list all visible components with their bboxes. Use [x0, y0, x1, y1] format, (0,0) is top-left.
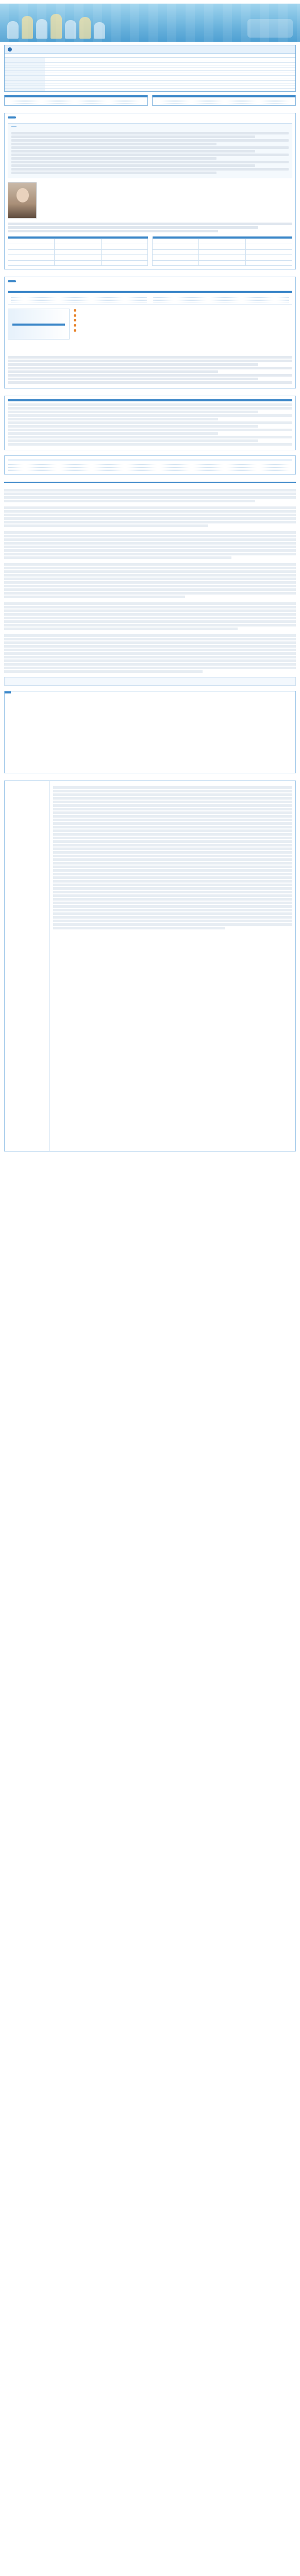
sub-bullets-left-title [8, 344, 146, 345]
schedule-right [150, 293, 292, 304]
section-2 [4, 277, 296, 388]
text-line [4, 506, 296, 509]
table-cell [245, 244, 292, 250]
text-line [53, 920, 292, 922]
table-cell [153, 255, 199, 261]
text-line [4, 585, 296, 587]
text-line [53, 826, 292, 828]
profile-photo [8, 182, 37, 218]
section-1-title [8, 116, 16, 118]
table-cell [8, 255, 55, 261]
text-line [4, 578, 296, 580]
table-cell [101, 244, 147, 250]
text-line [53, 793, 292, 796]
table-cell [199, 260, 245, 266]
schedule-rows [8, 293, 292, 304]
text-line [53, 869, 292, 872]
text-line [8, 223, 292, 225]
section-1 [4, 113, 296, 269]
text-line [53, 837, 292, 839]
text-line [4, 659, 296, 662]
table-row [8, 244, 148, 250]
text-line [8, 414, 292, 417]
schedule-left [8, 293, 150, 304]
text-line [4, 641, 296, 644]
text-line [53, 804, 292, 807]
table-cell [8, 260, 55, 266]
bullet-icon [8, 47, 12, 52]
text-line [4, 542, 296, 545]
table-row [153, 239, 292, 244]
table-cell [8, 239, 55, 244]
table-cell [8, 249, 55, 255]
text-line [53, 923, 292, 926]
table-right [152, 236, 292, 266]
sub-bullets-right-title [154, 344, 292, 345]
text-line [4, 521, 296, 523]
table-cell [199, 249, 245, 255]
section-1-tables [8, 236, 292, 266]
table-row [153, 249, 292, 255]
text-line [8, 367, 292, 369]
text-line [8, 360, 292, 362]
right-box-body [153, 97, 295, 105]
text-line [8, 374, 292, 377]
paragraph [4, 602, 296, 630]
schedule-item [11, 301, 147, 302]
text-line [4, 620, 296, 623]
quote-box [4, 677, 296, 686]
text-line [4, 596, 185, 598]
text-block [8, 223, 292, 232]
dot-icon [74, 324, 76, 327]
timeline-item [74, 324, 292, 329]
text-line [11, 135, 255, 138]
qna-box [4, 396, 296, 450]
text-line [53, 927, 225, 929]
text-line [4, 606, 296, 608]
text-line [4, 496, 296, 499]
text-line [53, 855, 292, 857]
text-line [4, 592, 296, 595]
text-line [4, 602, 296, 605]
text-line [53, 858, 292, 861]
faq-row [8, 469, 292, 471]
text-line [8, 381, 292, 384]
table-cell [8, 244, 55, 250]
table-cell [55, 239, 101, 244]
divider [4, 482, 296, 483]
table-row [8, 249, 148, 255]
table-cell [101, 260, 147, 266]
text-line [4, 570, 296, 573]
person-figure [94, 22, 105, 39]
profile-row [8, 182, 292, 218]
text-line [4, 563, 296, 566]
sub-bullets-left [8, 344, 146, 352]
text-line [8, 436, 292, 438]
contact-box [4, 691, 296, 773]
dot-icon [74, 319, 76, 321]
text-line [4, 556, 231, 559]
text-line [53, 898, 292, 901]
info-card-header [5, 45, 295, 54]
text-line [4, 524, 208, 527]
text-line [4, 574, 296, 577]
text-line [11, 164, 255, 167]
table-cell [199, 244, 245, 250]
text-line [11, 132, 289, 134]
table-cell [245, 249, 292, 255]
section-5 [4, 781, 296, 1151]
text-line [8, 370, 218, 373]
text-line [53, 848, 292, 850]
text-line [53, 880, 292, 883]
text-line [11, 146, 289, 149]
text-line [4, 652, 296, 655]
text-line [4, 656, 296, 658]
text-line [53, 866, 292, 868]
text-block [11, 132, 289, 174]
text-line [8, 429, 292, 431]
section-5-content [50, 781, 295, 1151]
person-figure [79, 17, 91, 39]
text-line [4, 634, 296, 637]
text-line [4, 624, 296, 626]
text-line [4, 500, 255, 502]
text-line [53, 808, 292, 810]
text-line [4, 613, 296, 616]
text-line [53, 844, 292, 846]
text-line [4, 514, 296, 516]
table-cell [153, 260, 199, 266]
paragraph [4, 531, 296, 559]
table-row [153, 244, 292, 250]
text-block [8, 356, 292, 384]
text-line [53, 786, 292, 789]
paragraph [4, 506, 296, 527]
text-line [4, 493, 296, 495]
section-2-body [5, 284, 295, 388]
person-figure [51, 14, 62, 39]
person-figure [36, 19, 47, 39]
section-1-body [5, 120, 295, 269]
text-line [53, 902, 292, 904]
paragraph [4, 489, 296, 502]
text-line [8, 407, 292, 410]
text-line [53, 873, 292, 875]
text-line [53, 884, 292, 886]
timeline-bar [12, 324, 65, 326]
timeline-item [74, 314, 292, 319]
section-5-label [5, 781, 50, 1151]
text-line [11, 157, 216, 160]
text-line [4, 489, 296, 492]
text-line [8, 403, 292, 406]
text-line [53, 891, 292, 893]
left-box-body [5, 97, 147, 105]
text-line [53, 790, 292, 792]
left-box-row [8, 102, 144, 104]
dot-icon [74, 329, 76, 332]
timeline-item [74, 329, 292, 334]
text-line [8, 443, 292, 446]
text-line [4, 670, 203, 673]
text-line [4, 617, 296, 619]
table-row [8, 239, 148, 244]
text-line [11, 154, 289, 156]
text-line [53, 916, 292, 919]
text-line [11, 172, 216, 174]
text-line [11, 161, 289, 163]
text-line [53, 819, 292, 821]
table-cell [101, 249, 147, 255]
table-cell [101, 239, 147, 244]
table-cell [245, 239, 292, 244]
schedule-box [8, 291, 292, 304]
left-box [4, 95, 148, 106]
qna-question [8, 399, 292, 401]
info-row [5, 89, 295, 91]
timeline [8, 309, 292, 340]
schedule-item [153, 301, 289, 302]
table-cell [153, 239, 199, 244]
text-line [4, 546, 296, 548]
text-line [53, 811, 292, 814]
text-line [53, 909, 292, 911]
section-1-callout [8, 123, 292, 178]
text-line [11, 168, 289, 171]
top-bar [0, 0, 300, 4]
table-cell [199, 255, 245, 261]
person-figure [7, 21, 19, 39]
person-figure [22, 16, 33, 39]
text-line [11, 139, 289, 142]
info-value [45, 89, 295, 91]
text-line [4, 510, 296, 513]
table-row [8, 255, 148, 261]
info-key [5, 89, 45, 91]
info-card-meta [5, 54, 295, 58]
text-line [4, 588, 296, 591]
text-line [4, 609, 296, 612]
text-line [8, 421, 292, 424]
dot-icon [74, 309, 76, 312]
text-line [4, 628, 238, 630]
text-line [4, 549, 296, 552]
table-row [8, 260, 148, 266]
info-card [4, 45, 296, 92]
text-line [53, 797, 292, 800]
text-line [53, 829, 292, 832]
text-line [8, 378, 258, 380]
section-2-title [8, 280, 16, 282]
person-figure [65, 20, 76, 39]
table-cell [245, 255, 292, 261]
text-line [4, 667, 296, 669]
text-line [8, 226, 258, 229]
summary-boxes [4, 95, 296, 106]
sub-bullets-right [154, 344, 292, 352]
table-left [8, 236, 148, 266]
text-line [8, 418, 218, 420]
paragraph [4, 563, 296, 598]
text-block [8, 403, 292, 446]
text-line [4, 538, 296, 541]
text-line [8, 363, 258, 366]
right-box-row [156, 102, 292, 104]
text-line [8, 230, 218, 232]
sub-bullets [8, 344, 292, 352]
text-line [4, 535, 296, 537]
callout-label [11, 126, 16, 127]
text-line [4, 645, 296, 648]
text-line [4, 517, 296, 520]
table-cell [101, 255, 147, 261]
table-cell [55, 244, 101, 250]
text-line [53, 840, 292, 843]
info-table [5, 58, 295, 91]
text-line [53, 851, 292, 854]
text-line [8, 425, 258, 428]
text-line [8, 411, 258, 413]
timeline-item [74, 318, 292, 324]
text-line [53, 862, 292, 865]
paragraph [4, 634, 296, 673]
table-cell [153, 244, 199, 250]
text-line [11, 150, 255, 152]
text-line [53, 801, 292, 803]
text-line [53, 905, 292, 908]
text-line [53, 912, 292, 915]
table-cell [199, 239, 245, 244]
timeline-item [74, 309, 292, 314]
text-line [11, 143, 216, 145]
faq-title [8, 459, 292, 461]
sub-bullet [154, 351, 292, 352]
right-box [152, 95, 296, 106]
text-line [4, 638, 296, 640]
faq-box [4, 455, 296, 474]
sub-bullet [8, 351, 146, 352]
header-banner [0, 4, 300, 42]
banner-logo [247, 19, 293, 38]
table-cell [55, 249, 101, 255]
table-cell [245, 260, 292, 266]
text-line [8, 439, 258, 442]
text-line [53, 815, 292, 818]
text-line [53, 822, 292, 825]
text-line [4, 581, 296, 584]
contact-title [5, 691, 11, 693]
table-row [153, 260, 292, 266]
timeline-graphic [8, 309, 70, 340]
banner-illustration [7, 11, 110, 39]
text-line [4, 567, 296, 569]
text-line [4, 553, 296, 555]
article [4, 489, 296, 673]
text-line [8, 356, 292, 359]
text-line [53, 894, 292, 897]
dot-icon [74, 314, 76, 317]
table-cell [153, 249, 199, 255]
table-row [153, 255, 292, 261]
text-line [4, 649, 296, 651]
timeline-items [74, 309, 292, 340]
text-line [53, 887, 292, 890]
table-cell [55, 260, 101, 266]
text-line [53, 833, 292, 836]
text-line [4, 531, 296, 534]
text-line [53, 876, 292, 879]
table-cell [55, 255, 101, 261]
text-line [8, 432, 218, 435]
text-line [4, 663, 296, 666]
